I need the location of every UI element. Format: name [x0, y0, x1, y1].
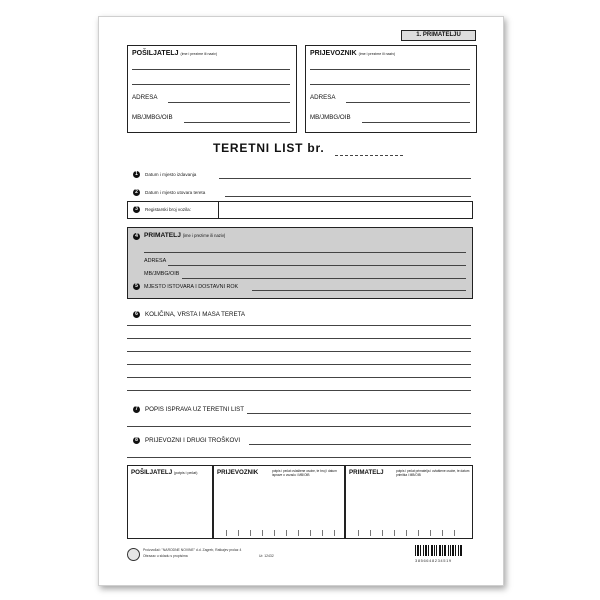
waybill-sheet	[98, 16, 504, 586]
field-6-number: 6	[133, 311, 140, 318]
field-1-number: 1	[133, 171, 140, 178]
field-5-number: 5	[133, 283, 140, 290]
field-3-number: 3	[133, 206, 140, 213]
costs-label: PRIJEVOZNI I DRUGI TROŠKOVI	[145, 437, 241, 444]
footer-note: Obrazac u skladu s propisima	[143, 554, 188, 558]
field-7-number: 7	[133, 406, 140, 413]
unloading-place-label: MJESTO ISTOVARA I DOSTAVNI ROK	[144, 284, 239, 290]
sender-id-label: MB/JMBG/OIB	[132, 114, 173, 121]
recipient-label: PRIMATELJ (ime i prezime ili naziv)	[144, 232, 226, 239]
copy-badge: 1. PRIMATELJU	[401, 30, 476, 41]
field-1-label: Datum i mjesto izdavanja	[145, 172, 197, 177]
recipient-id-label: MB/JMBG/OIB	[144, 271, 180, 277]
signature-recipient-label: PRIMATELJ	[349, 469, 384, 476]
sender-box	[127, 45, 297, 133]
carrier-label: PRIJEVOZNIK (ime i prezime ili naziv)	[310, 50, 396, 57]
barcode-number: 3856648234519	[415, 558, 452, 563]
footer-code: Ur. 12432	[259, 554, 274, 558]
recipient-box	[127, 227, 473, 299]
field-8-number: 8	[133, 437, 140, 444]
field-4-number: 4	[133, 233, 140, 240]
barcode	[415, 545, 471, 556]
documents-list-label: POPIS ISPRAVA UZ TERETNI LIST	[145, 406, 245, 413]
document-title: TERETNI LIST br.	[213, 141, 325, 155]
signature-recipient-box: PRIMATELJ potpis i pečat primatelja i ovlaštene osobe, te datum primitka i MB/OIB	[345, 465, 473, 539]
signature-carrier-box: PRIJEVOZNIK potpis i pečat ovlaštene osobe, te broj i datum isprave o vozaču i MB/OIB	[213, 465, 345, 539]
field-2-number: 2	[133, 189, 140, 196]
signature-sender-label: POŠILJATELJ	[131, 469, 173, 476]
footer-publisher: Proizvođač: "NARODNE NOVINE" d.d. Zagreb, Ratkajev prolaz 4	[143, 548, 242, 552]
sender-label: POŠILJATELJ (ime i prezime ili naziv)	[132, 50, 218, 57]
field-2-label: Datum i mjesto utovara tereta	[145, 190, 206, 195]
field-3-label: Registarski broj vozila:	[145, 207, 191, 212]
signature-carrier-label: PRIJEVOZNIK	[217, 469, 259, 476]
recipient-address-label: ADRESA	[144, 258, 167, 264]
carrier-box	[305, 45, 477, 133]
vehicle-registration-box	[127, 201, 473, 219]
publisher-logo	[127, 548, 140, 561]
carrier-id-label: MB/JMBG/OIB	[310, 114, 351, 121]
sender-address-label: ADRESA	[132, 94, 158, 101]
carrier-address-label: ADRESA	[310, 94, 336, 101]
signature-sender-box: POŠILJATELJ (potpis i pečat)	[127, 465, 213, 539]
cargo-label: KOLIČINA, VRSTA I MASA TERETA	[145, 311, 246, 318]
